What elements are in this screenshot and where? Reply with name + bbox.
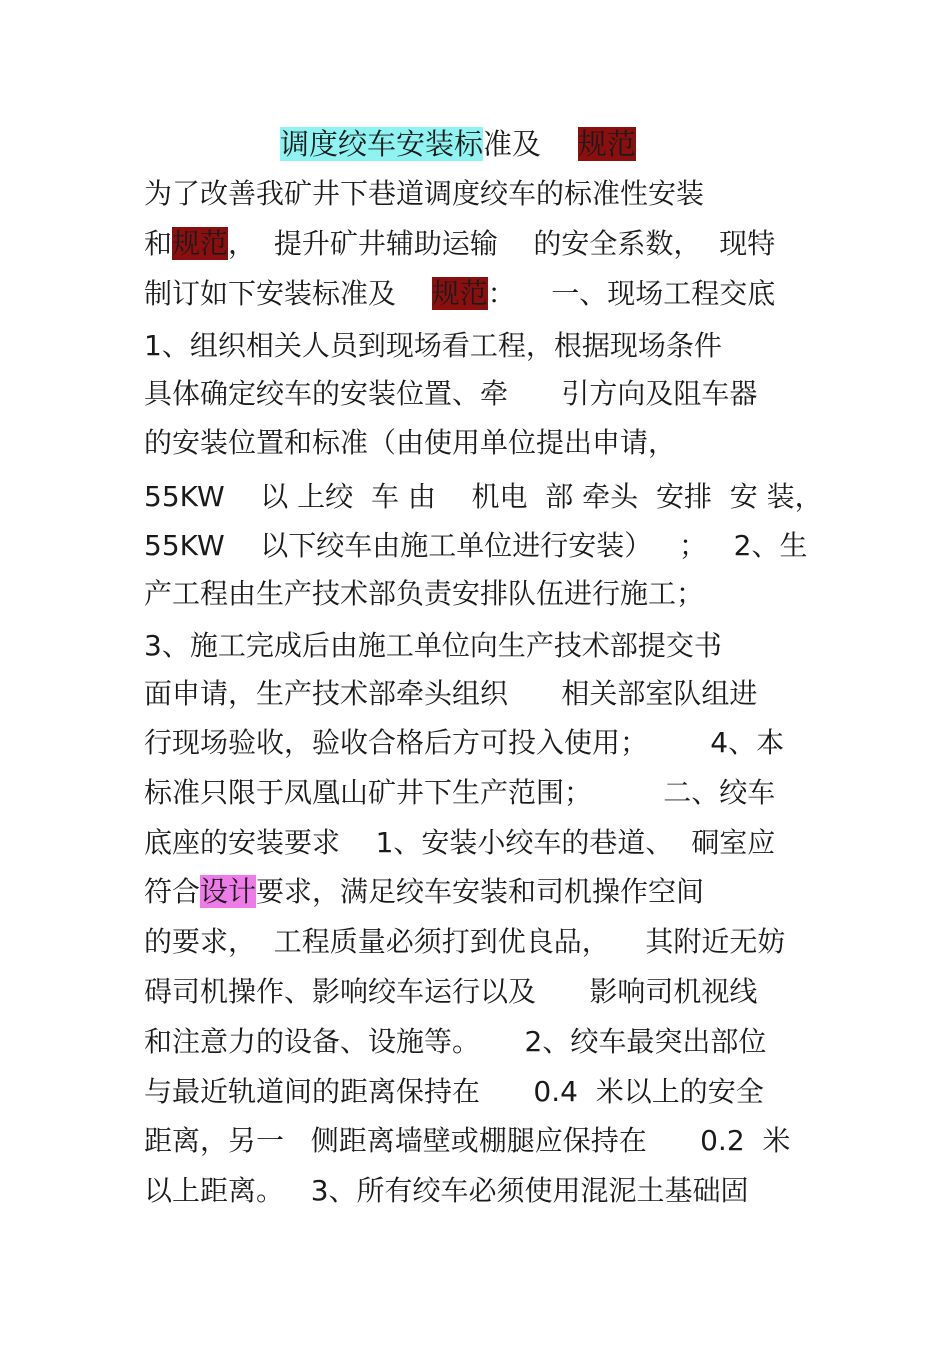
- body-line-3: [144, 274, 775, 314]
- text-span: 制订如下安装标准及: [144, 277, 432, 310]
- body-line-18: 和注意力的设备、设施等。 2、绞车最突出部位: [144, 1025, 767, 1058]
- body-line-9: 产工程由生产技术部负责安排队伍进行施工；: [144, 577, 705, 610]
- body-line-2: [144, 224, 775, 264]
- body-line-6: 的安装位置和标准（由使用单位提出申请，: [144, 426, 677, 459]
- body-line-8: 55KW 以下绞车由施工单位进行安装） ； 2、生: [144, 529, 808, 562]
- text-span: ： 一、现场工程交底: [487, 277, 776, 310]
- highlight-guifan: 规范: [431, 277, 488, 310]
- body-line-20: 距离，另一 侧距离墙壁或棚腿应保持在 0.2 米: [144, 1124, 791, 1157]
- body-line-4: 1、组织相关人员到现场看工程，根据现场条件: [144, 329, 722, 362]
- title-text: 准及: [483, 127, 578, 161]
- body-line-13: 标准只限于凤凰山矿井下生产范围； 二、绞车: [144, 776, 776, 809]
- body-line-14: 底座的安装要求 1、安装小绞车的巷道、 硐室应: [144, 826, 776, 859]
- document-title: [280, 124, 636, 164]
- title-highlight-cyan: 调度绞车安装标: [280, 127, 484, 161]
- body-line-7: 55KW 以 上绞 车 由 机电 部 牵头 安排 安 装，: [144, 480, 823, 513]
- body-line-19: 与最近轨道间的距离保持在 0.4 米以上的安全: [144, 1075, 764, 1108]
- highlight-sheji: 设计: [200, 875, 257, 908]
- body-line-17: 碍司机操作、影响绞车运行以及 影响司机视线: [144, 975, 758, 1008]
- text-span: 要求，满足绞车安装和司机操作空间: [256, 875, 705, 908]
- title-highlight-guifan: 规范: [577, 127, 636, 161]
- body-line-1: 为了改善我矿井下巷道调度绞车的标准性安装: [144, 177, 705, 210]
- body-line-21: 以上距离。 3、所有绞车必须使用混泥土基础固: [144, 1174, 749, 1207]
- highlight-guifan: 规范: [172, 227, 229, 260]
- text-span: 和: [144, 227, 173, 260]
- text-span: 符合: [144, 875, 201, 908]
- text-span: ， 提升矿井辅助运输 的安全系数， 现特: [228, 227, 776, 260]
- body-line-10: 3、施工完成后由施工单位向生产技术部提交书: [144, 629, 722, 662]
- body-line-11: 面申请，生产技术部牵头组织 相关部室队组进: [144, 677, 758, 710]
- body-line-5: 具体确定绞车的安装位置、牵 引方向及阻车器: [144, 377, 758, 410]
- body-line-16: 的要求， 工程质量必须打到优良品， 其附近无妨: [144, 925, 786, 958]
- body-line-15: [144, 872, 704, 912]
- body-line-12: 行现场验收，验收合格后方可投入使用； 4、本: [144, 726, 785, 759]
